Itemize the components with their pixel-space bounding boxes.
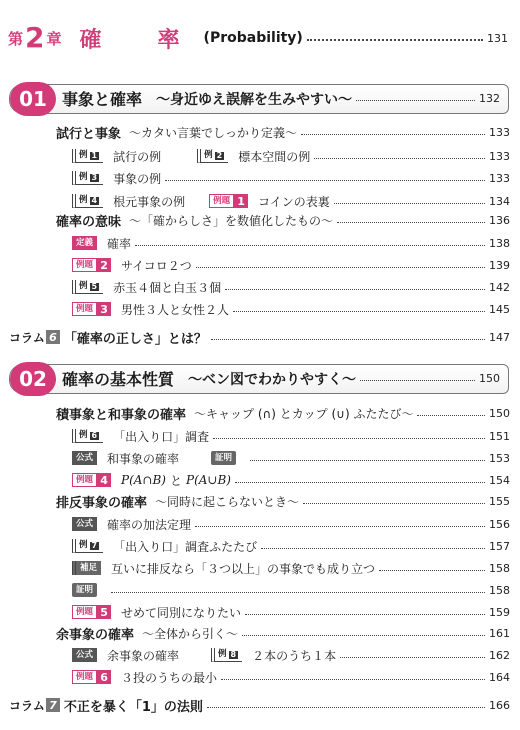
reidai-number: 2 [97,258,111,272]
leader-dots [235,482,485,483]
leader-dots [337,222,485,223]
leader-dots [303,503,485,504]
reidai-badge: 例題 [72,670,97,684]
section-subtitle: ～身近ゆえ誤解を生みやすい～ [156,91,353,108]
example-badge: 例 8 [211,648,242,662]
heading-subtitle: ～全体から引く～ [142,626,239,641]
formula-badge: 公式 [72,648,97,662]
leader-dots [379,570,485,571]
leader-dots [360,380,475,381]
toc-entry-ex6[interactable] [72,428,510,444]
page-number[interactable]: 131 [487,31,508,45]
toc-column-7[interactable] [9,696,510,714]
entry-text: サイコロ２つ [121,258,192,273]
column-tag: コラム [9,698,45,713]
reidai-number: 4 [97,473,111,487]
math-expression: P(A∪B) [186,473,231,487]
entry-text: 事象の例 [113,171,162,186]
page-number: 139 [489,258,510,272]
toc-entry-kou1[interactable] [72,450,510,466]
leader-dots [111,592,485,593]
page-number: 156 [489,517,510,531]
reidai-badge: 例題 [72,258,97,272]
example-badge: 例 7 [72,539,103,553]
page-number: 150 [479,372,500,385]
toc-entry-rd3[interactable] [72,301,510,317]
page-number: 147 [489,330,510,344]
leader-dots [165,180,485,181]
leader-dots [213,438,485,439]
column-number: 7 [46,698,60,712]
chapter-number: 2 [25,21,45,54]
leader-dots [340,657,485,658]
chapter-title-b: 率 [157,27,180,53]
leader-dots [242,635,485,636]
section-title: 確率の基本性質 [62,370,175,389]
example-badge: 例 4 [72,194,103,208]
reidai-number: 1 [234,194,248,208]
entry-text: 男性３人と女性２人 [121,302,230,317]
reidai-badge: 例題 [72,302,97,316]
toc-entry-kou3-ex8[interactable] [72,647,510,663]
heading-title: 余事象の確率 [56,627,135,643]
toc-entry-ex7[interactable] [72,538,510,554]
supplement-badge: 補足 [72,561,101,575]
entry-text: 根元事象の例 [113,194,186,209]
page-number: 142 [489,280,510,294]
leader-dots [207,707,485,708]
entry-text: 互いに排反なら「３つ以上」の事象でも成り立つ [111,561,376,576]
entry-text: 「出入り口」調査 [113,429,210,444]
proof-badge: 証明 [211,451,236,465]
definition-badge: 定義 [72,236,97,250]
toc-entry-ex5[interactable] [72,279,510,295]
leader-dots [307,39,483,41]
example-badge: 例 3 [72,171,103,185]
leader-dots [334,203,485,204]
leader-dots [196,267,485,268]
page-number: 161 [489,626,510,640]
toc-heading-shikou[interactable] [56,124,510,140]
page-number: 133 [489,125,510,139]
chapter-prefix: 第 [8,29,24,48]
entry-text: 試行の例 [113,149,162,164]
entry-text: 確率の加法定理 [107,517,192,532]
example-badge: 例 2 [197,149,228,163]
entry-text: 赤玉４個と白玉３個 [113,280,222,295]
heading-subtitle: ～キャップ (∩) とカップ (∪) ふたたび～ [194,406,414,421]
entry-text: 標本空間の例 [238,149,311,164]
page-number: 162 [489,648,510,662]
leader-dots [250,460,485,461]
leader-dots [356,100,475,101]
toc-heading-imi[interactable] [56,212,510,228]
page-number: 158 [489,583,510,597]
reidai-badge: 例題 [209,194,234,208]
page-number: 134 [489,194,510,208]
chapter-title-en: (Probability) [203,30,303,46]
page-number: 153 [489,451,510,465]
leader-dots [301,134,485,135]
entry-text: と [170,473,183,488]
entry-text: ２本のうち１本 [252,648,337,663]
toc-entry-rd6[interactable] [72,669,510,685]
entry-text: 和事象の確率 [107,451,180,466]
toc-entry-rd4[interactable] [72,472,510,488]
heading-title: 試行と事象 [56,126,122,142]
page-number: 132 [479,92,500,105]
page-number: 133 [489,171,510,185]
toc-entry-ex3[interactable] [72,170,510,186]
math-expression: P(A∩B) [121,473,166,487]
heading-title: 積事象と和事象の確率 [56,407,187,423]
heading-title: 排反事象の確率 [56,495,148,511]
toc-heading-yo[interactable] [56,625,510,641]
section-01[interactable] [9,84,509,114]
toc-entry-ex1-ex2[interactable] [72,148,510,164]
leader-dots [221,679,485,680]
toc-heading-haihan[interactable] [56,493,510,509]
toc-entry-hotei[interactable] [72,560,510,576]
section-number: 02 [10,362,56,396]
leader-dots [245,614,485,615]
column-title: 「確率の正しさ」とは？ [63,331,207,347]
page-number: 158 [489,561,510,575]
heading-subtitle: ～「確からしさ」を数値化したもの～ [129,213,334,228]
page-number: 136 [489,213,510,227]
toc-entry-ex4-rd1[interactable] [72,193,510,209]
proof-badge: 証明 [72,583,97,597]
leader-dots [135,245,485,246]
toc-entry-kou2[interactable] [72,516,510,532]
example-badge: 例 6 [72,429,103,443]
page-number: 154 [489,473,510,487]
chapter-suffix: 章 [46,29,62,48]
toc-entry-rd2[interactable] [72,257,510,273]
entry-text: せめて同別になりたい [121,605,242,620]
page-number: 155 [489,494,510,508]
page-number: 133 [489,149,510,163]
formula-badge: 公式 [72,517,97,531]
leader-dots [417,415,485,416]
reidai-number: 6 [97,670,111,684]
toc-entry-shomei2[interactable] [72,582,510,598]
page-number: 157 [489,539,510,553]
heading-subtitle: ～同時に起こらないとき～ [155,494,300,509]
example-badge: 例 5 [72,280,103,294]
formula-badge: 公式 [72,451,97,465]
chapter-header [8,22,508,54]
example-badge: 例 1 [72,149,103,163]
toc-column-6[interactable] [9,328,510,346]
entry-text: 余事象の確率 [107,648,180,663]
page-number: 138 [489,236,510,250]
entry-text: ３投のうちの最小 [121,670,218,685]
chapter-title-a: 確 [79,27,102,53]
leader-dots [233,311,485,312]
section-number: 01 [10,82,56,116]
page-number: 159 [489,605,510,619]
reidai-badge: 例題 [72,473,97,487]
entry-text: コインの表裏 [258,194,330,209]
section-subtitle: ～ベン図でわかりやすく～ [188,371,357,388]
leader-dots [261,548,485,549]
column-tag: コラム [9,330,45,345]
toc-heading-seki[interactable] [56,405,510,421]
heading-subtitle: ～カタい言葉でしっかり定義～ [129,125,298,140]
toc-entry-teigi[interactable] [72,235,510,251]
heading-title: 確率の意味 [56,214,122,230]
page-number: 164 [489,670,510,684]
entry-text: 確率 [107,236,132,251]
section-title: 事象と確率 [62,90,143,109]
page-number: 145 [489,302,510,316]
page-number: 151 [489,429,510,443]
column-title: 不正を暴く「1」の法則 [63,699,203,715]
leader-dots [211,339,485,340]
leader-dots [195,526,485,527]
reidai-number: 5 [97,605,111,619]
leader-dots [314,158,485,159]
page-number: 150 [489,406,510,420]
page-number: 166 [489,698,510,712]
column-number: 6 [46,330,60,344]
reidai-badge: 例題 [72,605,97,619]
reidai-number: 3 [97,302,111,316]
toc-entry-rd5[interactable] [72,604,510,620]
leader-dots [225,289,485,290]
section-02[interactable] [9,364,509,394]
entry-text: 「出入り口」調査ふたたび [113,539,258,554]
